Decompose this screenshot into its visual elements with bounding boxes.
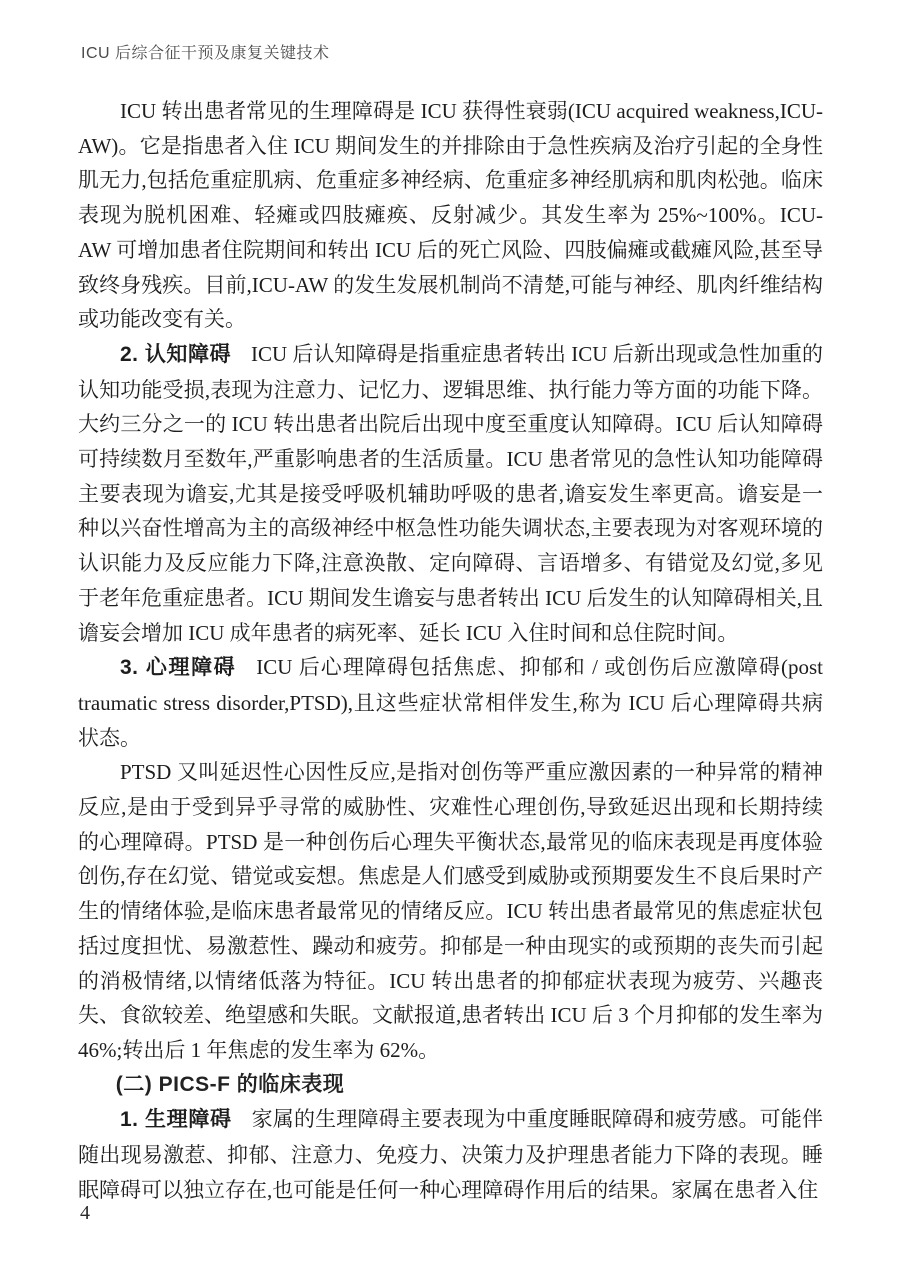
paragraph-text: ICU 转出患者常见的生理障碍是 ICU 获得性衰弱(ICU acquired weakness,ICU-AW)。它是指患者入住 ICU 期间发生的并排除由于急性疾病及治疗引起的全身性肌无力,包括危重症肌病、危重症多神经病、危重症多神经肌病和肌肉松弛。临床表现为脱机困难、轻瘫或四肢瘫痪、反射减少。其发生率为 25%~100%。ICU-AW 可增加患者住院期间和转出 ICU 后的死亡风险、四肢偏瘫或截瘫风险,甚至导致终身残疾。目前,ICU-AW 的发生发展机制尚不清楚,可能与神经、肌肉纤维结构或功能改变有关。 <box>78 99 823 332</box>
section-heading-pics-f: (二) PICS-F 的临床表现 <box>115 1072 345 1096</box>
run-in-heading-cognitive: 2. 认知障碍 <box>120 342 232 366</box>
paragraph-psychological-disorder <box>78 650 823 755</box>
body-text <box>78 94 823 1208</box>
paragraph-physical-disorder <box>78 94 823 337</box>
paragraph-text: 家属的生理障碍主要表现为中重度睡眠障碍和疲劳感。可能伴随出现易激惹、抑郁、注意力、免疫力、决策力及护理患者能力下降的表现。睡眠障碍可以独立存在,也可能是任何一种心理障碍作用后的结果。家属在患者入住 <box>78 1107 823 1202</box>
paragraph-text: ICU 后心理障碍包括焦虑、抑郁和 / 或创伤后应激障碍(post traumatic stress disorder,PTSD),且这些症状常相伴发生,称为 ICU 后心理障碍共病状态。 <box>78 655 823 750</box>
page-number: 4 <box>80 1202 90 1224</box>
running-header: ICU 后综合征干预及康复关键技术 <box>81 45 330 62</box>
run-in-heading-psychological: 3. 心理障碍 <box>120 656 237 680</box>
paragraph-ptsd <box>78 755 823 1067</box>
paragraph-text: ICU 后认知障碍是指重症患者转出 ICU 后新出现或急性加重的认知功能受损,表现为注意力、记忆力、逻辑思维、执行能力等方面的功能下降。大约三分之一的 ICU 转出患者出院后出现中度至重度认知障碍。ICU 后认知障碍可持续数月至数年,严重影响患者的生活质量。ICU 患者常见的急性认知功能障碍主要表现为谵妄,尤其是接受呼吸机辅助呼吸的患者,谵妄发生率更高。谵妄是一种以兴奋性增高为主的高级神经中枢急性功能失调状态,主要表现为对客观环境的认识能力及反应能力下降,注意涣散、定向障碍、言语增多、有错觉及幻觉,多见于老年危重症患者。ICU 期间发生谵妄与患者转出 ICU 后发生的认知障碍相关,且谵妄会增加 ICU 成年患者的病死率、延长 ICU 入住时间和总住院时间。 <box>78 341 823 645</box>
paragraph-text: PTSD 又叫延迟性心因性反应,是指对创伤等严重应激因素的一种异常的精神反应,是由于受到异乎寻常的威胁性、灾难性心理创伤,导致延迟出现和长期持续的心理障碍。PTSD 是一种创伤后心理失平衡状态,最常见的临床表现是再度体验创伤,存在幻觉、错觉或妄想。焦虑是人们感受到威胁或预期要发生不良后果时产生的情绪体验,是临床患者最常见的情绪反应。ICU 转出患者最常见的焦虑症状包括过度担忧、易激惹性、躁动和疲劳。抑郁是一种由现实的或预期的丧失而引起的消极情绪,以情绪低落为特征。ICU 转出患者的抑郁症状表现为疲劳、兴趣丧失、食欲较差、绝望感和失眠。文献报道,患者转出 ICU 后 3 个月抑郁的发生率为 46%;转出后 1 年焦虑的发生率为 62%。 <box>78 760 823 1062</box>
run-in-heading-family-physical: 1. 生理障碍 <box>120 1108 232 1132</box>
paragraph-cognitive-disorder <box>78 337 823 650</box>
paragraph-family-physical-disorder <box>78 1102 823 1207</box>
